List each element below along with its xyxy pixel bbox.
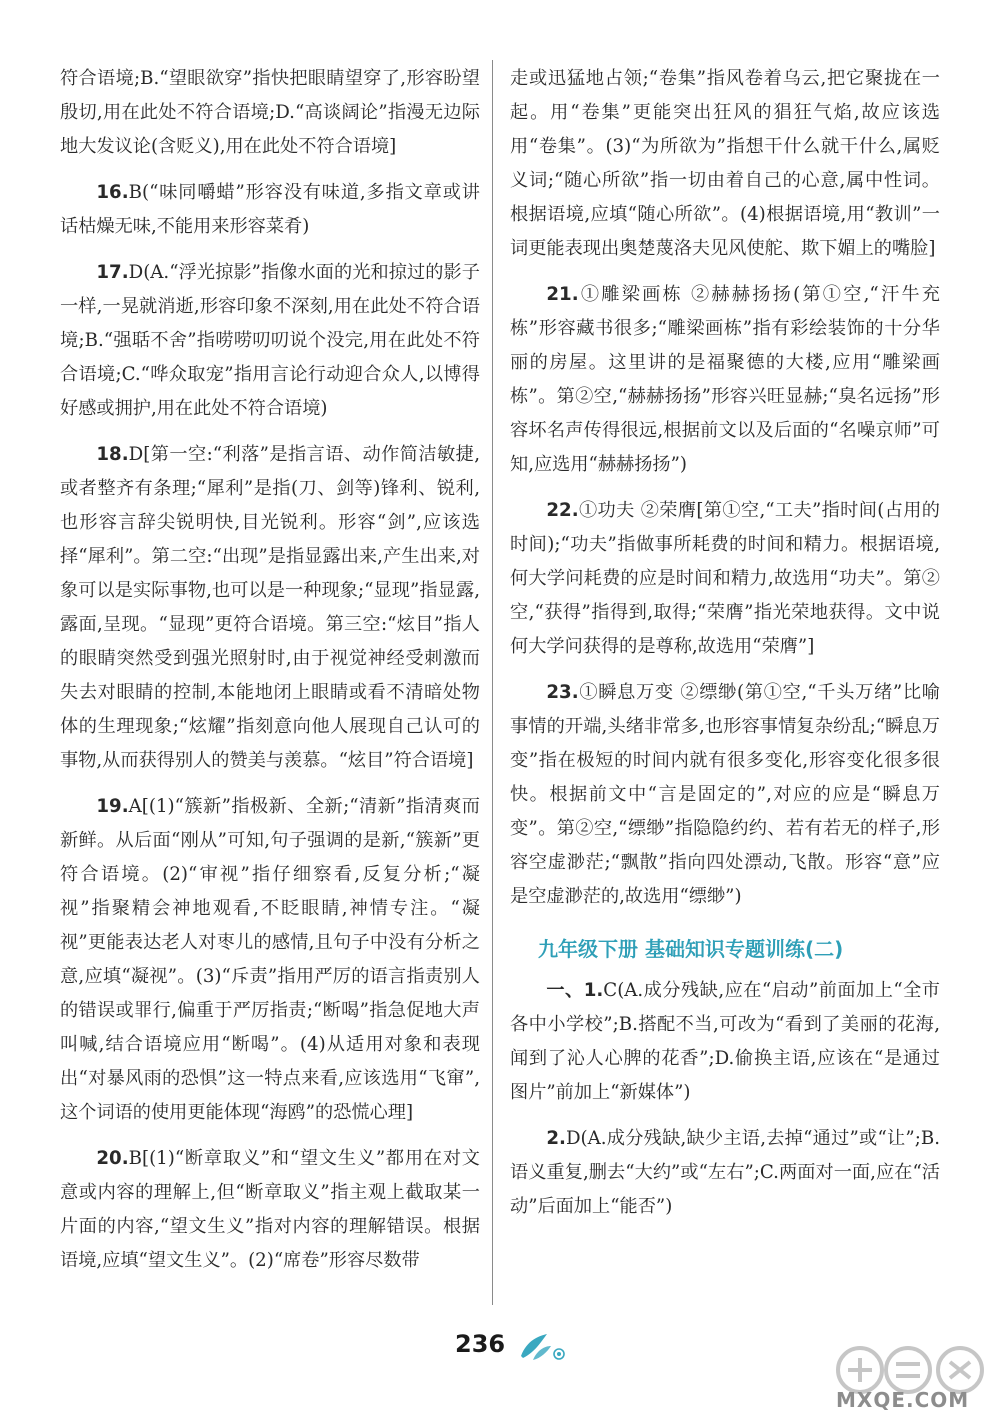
left-column <box>60 62 480 1290</box>
question-number: 18. <box>96 444 129 465</box>
right-column <box>510 62 940 1236</box>
question-number: 22. <box>546 500 579 521</box>
answer-19 <box>60 790 480 1130</box>
question-number: 21. <box>546 284 579 305</box>
section-heading: 九年级下册 基础知识专题训练(二) <box>538 937 844 961</box>
watermark-text: MXQE.COM <box>836 1388 970 1412</box>
continued-paragraph <box>510 62 940 266</box>
answer-18 <box>60 438 480 778</box>
answer-23 <box>510 676 940 914</box>
answer-text: B[(1)“断章取义”和“望文生义”都用在对文意或内容的理解上,但“断章取义”指主观上截取某一片面的内容,“望文生义”指对内容的理解错误。根据语境,应填“望文生义”。(2)“席卷”形容尽数带 <box>60 1148 480 1271</box>
question-number: 20. <box>96 1148 129 1169</box>
question-number: 一、1. <box>546 980 604 1001</box>
answer-text: D(A.“浮光掠影”指像水面的光和掠过的影子一样,一晃就消逝,形容印象不深刻,用在此处不符合语境;B.“强聒不舍”指唠唠叨叨说个没完,用在此处不符合语境;C.“哗众取宠”指用言论行动迎合众人,以博得好感或拥护,用在此处不符合语境) <box>60 262 480 419</box>
paragraph-text: 走或迅猛地占领;“卷集”指风卷着乌云,把它聚拢在一起。用“卷集”更能突出狂风的猖狂气焰,故应该选用“卷集”。(3)“为所欲为”指想干什么就干什么,属贬义词;“随心所欲”指一切由着自己的心意,属中性词。根据语境,应填“随心所欲”。(4)根据语境,用“教训”一词更能表现出奥楚蔑洛夫见风使舵、欺下媚上的嘴脸] <box>510 68 940 259</box>
answer-2 <box>510 1122 940 1224</box>
answer-22 <box>510 494 940 664</box>
continued-paragraph <box>60 62 480 164</box>
answer-17 <box>60 256 480 426</box>
paragraph-text: 符合语境;B.“望眼欲穿”指快把眼睛望穿了,形容盼望殷切,用在此处不符合语境;D.“高谈阔论”指漫无边际地大发议论(含贬义),用在此处不符合语境] <box>60 68 480 157</box>
answer-text: B(“味同嚼蜡”形容没有味道,多指文章或讲话枯燥无味,不能用来形容菜肴) <box>60 182 480 237</box>
answer-1 <box>510 974 940 1110</box>
answer-text: ①雕梁画栋 ②赫赫扬扬(第①空,“汗牛充栋”形容藏书很多;“雕梁画栋”指有彩绘装饰的十分华丽的房屋。这里讲的是福聚德的大楼,应用“雕梁画栋”。第②空,“赫赫扬扬”形容兴旺显赫;“臭名远扬”形容坏名声传得很远,根据前文以及后面的“名噪京师”可知,应选用“赫赫扬扬”) <box>510 284 940 475</box>
question-number: 17. <box>96 262 129 283</box>
column-divider <box>492 60 493 1305</box>
page-number: 236 <box>455 1330 506 1358</box>
answer-text: C(A.成分残缺,应在“启动”前面加上“全市各中小学校”;B.搭配不当,可改为“看到了美丽的花海,闻到了沁人心脾的花香”;D.偷换主语,应该在“是通过图片”前加上“新媒体”) <box>510 980 940 1103</box>
answer-text: ①瞬息万变 ②缥缈(第①空,“千头万绪”比喻事情的开端,头绪非常多,也形容事情复杂纷乱;“瞬息万变”指在极短的时间内就有很多变化,形容变化很多很快。根据前文中“言是固定的”,对应的应是“瞬息万变”。第②空,“缥缈”指隐隐约约、若有若无的样子,形容空虚渺茫;“飘散”指向四处漂动,飞散。形容“意”应是空虚渺茫的,故选用“缥缈”) <box>510 682 940 907</box>
leaf-swirl-icon <box>517 1330 567 1364</box>
question-number: 16. <box>96 182 129 203</box>
question-number: 19. <box>96 796 129 817</box>
answer-text: ①功夫 ②荣膺[第①空,“工夫”指时间(占用的时间);“功夫”指做事所耗费的时间和精力。根据语境,何大学问耗费的应是时间和精力,故选用“功夫”。第②空,“获得”指得到,取得;“荣膺”指光荣地获得。文中说何大学问获得的是尊称,故选用“荣膺”] <box>510 500 940 657</box>
answer-text: D(A.成分残缺,缺少主语,去掉“通过”或“让”;B.语义重复,删去“大约”或“左右”;C.两面对一面,应在“活动”后面加上“能否”) <box>510 1128 940 1217</box>
answer-text: D[第一空:“利落”是指言语、动作简洁敏捷,或者整齐有条理;“犀利”是指(刀、剑等)锋利、锐利,也形容言辞尖锐明快,目光锐利。形容“剑”,应该选择“犀利”。第二空:“出现”是指显露出来,产生出来,对象可以是实际事物,也可以是一种现象;“显现”指显露,露面,呈现。“显现”更符合语境。第三空:“炫目”指人的眼睛突然受到强光照射时,由于视觉神经受刺激而失去对眼睛的控制,本能地闭上眼睛或看不清暗处物体的生理现象;“炫耀”指刻意向他人展现自己认可的事物,从而获得别人的赞美与羡慕。“炫目”符合语境] <box>60 444 480 771</box>
question-number: 2. <box>546 1128 566 1149</box>
question-number: 23. <box>546 682 579 703</box>
answer-20 <box>60 1142 480 1278</box>
answer-16 <box>60 176 480 244</box>
answer-21 <box>510 278 940 482</box>
answer-text: A[(1)“簇新”指极新、全新;“清新”指清爽而新鲜。从后面“刚从”可知,句子强调的是新,“簇新”更符合语境。(2)“审视”指仔细察看,反复分析;“凝视”指聚精会神地观看,不眨眼睛,神情专注。“凝视”更能表达老人对枣儿的感情,且句子中没有分析之意,应填“凝视”。(3)“斥责”指用严厉的语言指责别人的错误或罪行,偏重于严厉指责;“断喝”指急促地大声叫喊,结合语境应用“断喝”。(4)从适用对象和表现出“对暴风雨的恐惧”这一特点来看,应该选用“飞窜”,这个词语的使用更能体现“海鸥”的恐慌心理] <box>60 796 480 1123</box>
